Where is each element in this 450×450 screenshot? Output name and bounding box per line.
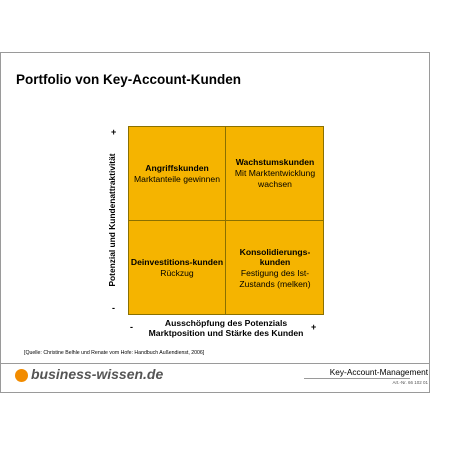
y-axis-minus: - bbox=[112, 303, 115, 313]
quadrant-heading: Konsolidierungs-kunden bbox=[239, 246, 311, 268]
quadrant-text: Rückzug bbox=[160, 268, 194, 278]
quadrant-heading: Wachstumskunden bbox=[235, 157, 315, 168]
quadrant-deinvestitionskunden bbox=[129, 221, 225, 315]
source-citation: [Quelle: Christine Belhle und Renate vom Hofe: Handbuch Außendienst, 2006] bbox=[24, 350, 205, 356]
portfolio-matrix bbox=[128, 126, 324, 315]
logo-dot-icon bbox=[15, 369, 28, 382]
footer-article-number: Art.-Nr. 66 102 01 bbox=[392, 380, 428, 385]
quadrant-heading: Angriffskunden bbox=[145, 162, 209, 173]
x-axis-minus: - bbox=[130, 322, 133, 332]
x-axis-label-line2: Marktposition und Stärke des Kunden bbox=[148, 328, 304, 339]
footer-divider bbox=[0, 363, 430, 364]
quadrant-wachstumskunden bbox=[226, 127, 324, 220]
quadrant-text: Festigung des Ist-Zustands (melken) bbox=[239, 268, 311, 289]
y-axis-plus: + bbox=[111, 127, 117, 137]
quadrant-konsolidierungskunden bbox=[226, 221, 324, 315]
quadrant-angriffskunden bbox=[129, 127, 225, 220]
x-axis-plus: + bbox=[311, 322, 317, 332]
quadrant-heading: Deinvestitions-kunden bbox=[130, 257, 224, 268]
y-axis-label: Potenzial und Kundenattraktivität bbox=[107, 153, 117, 287]
footer-title-underline bbox=[304, 378, 410, 379]
x-axis-label-line1: Ausschöpfung des Potenzials bbox=[164, 318, 288, 328]
x-axis-label bbox=[142, 318, 310, 339]
quadrant-text: Mit Marktentwicklung wachsen bbox=[234, 168, 316, 189]
slide-title: Portfolio von Key-Account-Kunden bbox=[16, 72, 241, 87]
footer-title: Key-Account-Management bbox=[329, 367, 428, 377]
quadrant-text: Marktanteile gewinnen bbox=[134, 173, 220, 184]
logo: business-wissen.de bbox=[31, 366, 164, 382]
